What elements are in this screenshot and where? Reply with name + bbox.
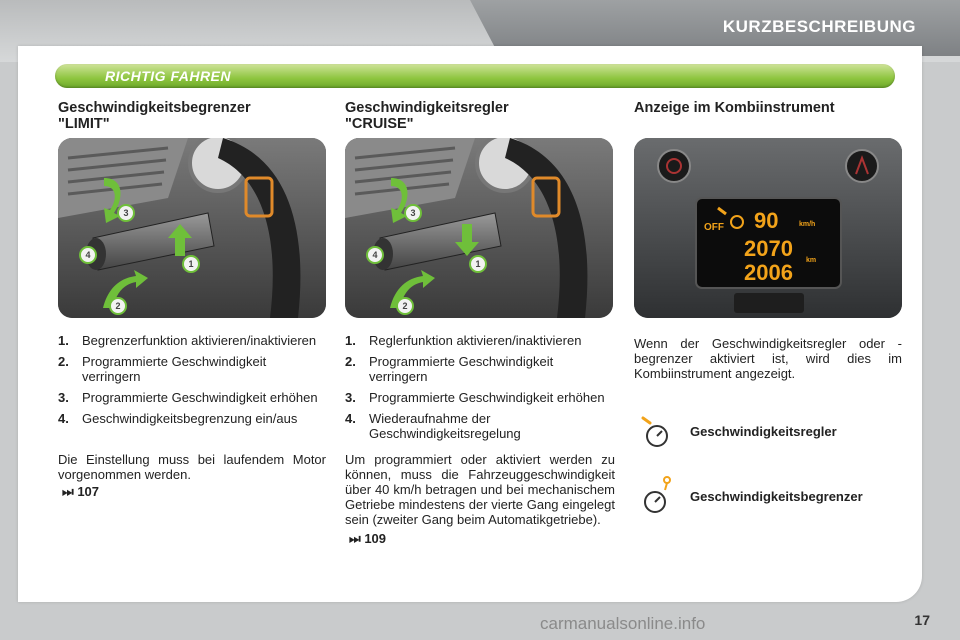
stalk-illustration — [345, 138, 613, 318]
limiter-list — [58, 333, 326, 432]
cruise-title: Geschwindigkeitsregler — [345, 100, 509, 116]
display-title: Anzeige im Kombiinstrument — [634, 100, 835, 116]
list-item: 3. Programmierte Geschwindigkeit erhöhen — [345, 390, 605, 405]
svg-text:2: 2 — [115, 301, 121, 311]
speedometer-cruise-icon — [640, 414, 674, 448]
display-off: OFF — [704, 222, 724, 233]
display-unit-km: km — [806, 257, 817, 264]
watermark: carmanualsonline.info — [540, 614, 706, 633]
list-item: 4. Geschwindigkeitsbegrenzung ein/aus — [58, 411, 298, 426]
display-note: Wenn der Geschwindigkeitsregler oder -begrenzer aktiviert ist, wird dies im Kombiinstrument angezeigt. — [634, 336, 902, 381]
cruise-note: Um programmiert oder aktiviert werden zu können, muss die Fahrzeuggeschwindigkeit über 40 km/h betragen und bei mechanischem Getriebe mindestens der vierte Gang eingelegt sein (zweiter Gang beim Automatikgetriebe). — [345, 452, 615, 527]
page-number: 17 — [914, 612, 930, 628]
cruise-legend — [640, 414, 674, 453]
cruise-page-ref[interactable]: ⏭ 109 — [349, 531, 387, 546]
cruise-stalk-photo — [345, 138, 613, 318]
svg-text:3: 3 — [123, 208, 129, 218]
instrument-cluster-photo — [634, 138, 902, 318]
svg-text:1: 1 — [188, 259, 194, 269]
svg-text:1: 1 — [475, 259, 481, 269]
section-banner — [55, 64, 895, 88]
limiter-subtitle: "LIMIT" — [58, 116, 110, 132]
cruise-subtitle: "CRUISE" — [345, 116, 414, 132]
list-item: 2. Programmierte Geschwindigkeit verringern — [58, 354, 267, 384]
cruise-list — [345, 333, 615, 447]
list-item: 4. Wiederaufnahme der Geschwindigkeitsregelung — [345, 411, 521, 441]
svg-text:4: 4 — [85, 250, 91, 260]
display-odo2: 2006 — [744, 260, 793, 285]
list-item: 1. Begrenzerfunktion aktivieren/inaktivieren — [58, 333, 317, 348]
cruise-legend-label: Geschwindigkeitsregler — [690, 424, 837, 439]
svg-text:4: 4 — [372, 250, 378, 260]
cluster-illustration — [634, 138, 902, 318]
list-item: 2. Programmierte Geschwindigkeit verringern — [345, 354, 554, 384]
display-unit-speed: km/h — [799, 221, 816, 228]
limiter-page-ref[interactable]: ⏭ 107 — [62, 484, 100, 499]
limiter-legend — [640, 476, 674, 521]
banner-title: RICHTIG FAHREN — [105, 68, 231, 84]
stalk-illustration — [58, 138, 326, 318]
svg-text:3: 3 — [410, 208, 416, 218]
limiter-title: Geschwindigkeitsbegrenzer — [58, 100, 251, 116]
ref-arrow-icon: ⏭ — [349, 531, 361, 546]
display-odo1: 2070 — [744, 236, 793, 261]
display-speed: 90 — [754, 208, 779, 233]
ref-arrow-icon: ⏭ — [62, 484, 74, 499]
limiter-heading — [58, 100, 328, 132]
limiter-note: Die Einstellung muss bei laufendem Motor vorgenommen werden. — [58, 452, 326, 482]
list-item: 1. Reglerfunktion aktivieren/inaktivieren — [345, 333, 582, 348]
cruise-heading — [345, 100, 615, 132]
svg-text:2: 2 — [402, 301, 408, 311]
section-title: KURZBESCHREIBUNG — [722, 17, 916, 36]
speedometer-limiter-icon — [640, 476, 674, 516]
list-item: 3. Programmierte Geschwindigkeit erhöhen — [58, 390, 318, 405]
display-heading — [634, 100, 904, 116]
limiter-stalk-photo — [58, 138, 326, 318]
limiter-legend-label: Geschwindigkeitsbegrenzer — [690, 489, 863, 504]
